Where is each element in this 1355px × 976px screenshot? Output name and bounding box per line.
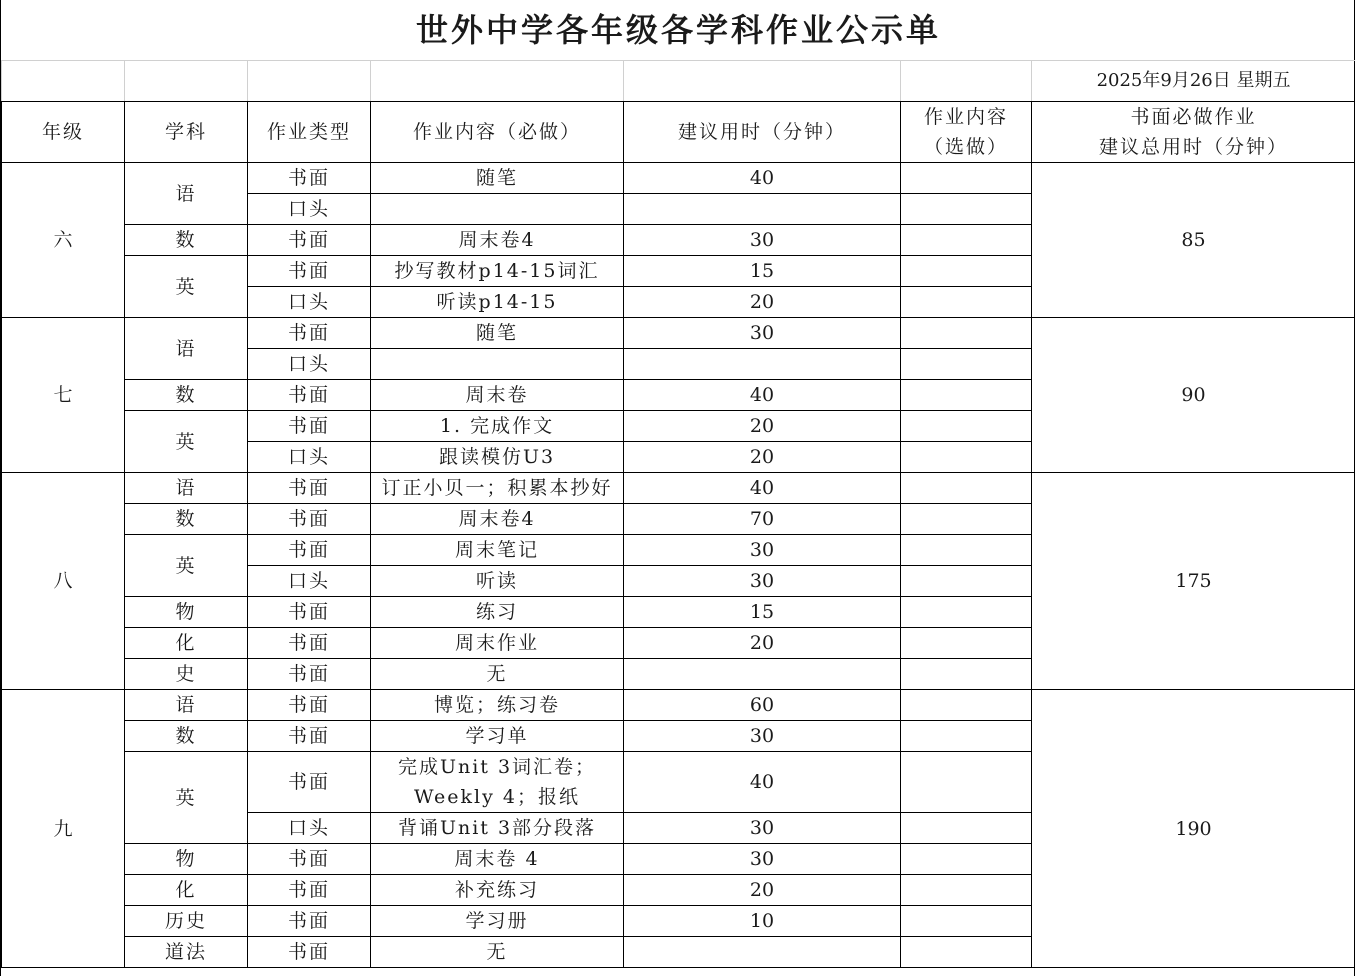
content-cell: 学习册 xyxy=(371,906,624,937)
time-cell: 20 xyxy=(624,875,901,906)
content-cell: 跟读模仿U3 xyxy=(371,442,624,473)
subject-cell: 英 xyxy=(125,256,248,318)
type-cell: 书面 xyxy=(248,256,371,287)
type-cell: 书面 xyxy=(248,906,371,937)
type-cell: 书面 xyxy=(248,721,371,752)
optional-cell xyxy=(901,844,1032,875)
type-cell: 书面 xyxy=(248,535,371,566)
optional-cell xyxy=(901,194,1032,225)
type-cell: 书面 xyxy=(248,875,371,906)
optional-cell xyxy=(901,752,1032,813)
optional-cell xyxy=(901,875,1032,906)
content-cell xyxy=(371,752,624,813)
optional-cell xyxy=(901,225,1032,256)
type-cell: 书面 xyxy=(248,473,371,504)
table-row xyxy=(2,318,1355,349)
subject-cell: 道法 xyxy=(125,937,248,968)
meta-blank-4 xyxy=(371,61,624,102)
subject-cell: 语 xyxy=(125,318,248,380)
subject-cell: 数 xyxy=(125,380,248,411)
time-cell: 40 xyxy=(624,473,901,504)
optional-cell xyxy=(901,937,1032,968)
time-cell: 70 xyxy=(624,504,901,535)
optional-cell xyxy=(901,318,1032,349)
subject-cell: 史 xyxy=(125,659,248,690)
content-cell: 听读 xyxy=(371,566,624,597)
subject-cell: 英 xyxy=(125,411,248,473)
grade-cell: 九 xyxy=(2,690,125,968)
subject-cell: 英 xyxy=(125,535,248,597)
content-cell: 周末笔记 xyxy=(371,535,624,566)
content-cell: 1. 完成作文 xyxy=(371,411,624,442)
total-time-cell: 175 xyxy=(1032,473,1355,690)
content-cell: 听读p14-15 xyxy=(371,287,624,318)
time-cell: 40 xyxy=(624,752,901,813)
time-cell: 15 xyxy=(624,256,901,287)
optional-cell xyxy=(901,813,1032,844)
sheet-title: 世外中学各年级各学科作业公示单 xyxy=(2,0,1355,61)
optional-cell xyxy=(901,349,1032,380)
optional-cell xyxy=(901,535,1032,566)
content-line: Weekly 4；报纸 xyxy=(414,786,580,808)
type-cell: 书面 xyxy=(248,225,371,256)
optional-cell xyxy=(901,473,1032,504)
header-total-line1: 书面必做作业 xyxy=(1130,106,1257,128)
optional-cell xyxy=(901,628,1032,659)
time-cell: 30 xyxy=(624,318,901,349)
table-row xyxy=(2,473,1355,504)
type-cell: 口头 xyxy=(248,287,371,318)
optional-cell xyxy=(901,411,1032,442)
time-cell: 30 xyxy=(624,721,901,752)
meta-blank-3 xyxy=(248,61,371,102)
optional-cell xyxy=(901,442,1032,473)
total-time-cell: 190 xyxy=(1032,690,1355,968)
time-cell: 15 xyxy=(624,597,901,628)
subject-cell: 数 xyxy=(125,721,248,752)
content-cell: 周末卷 4 xyxy=(371,844,624,875)
subject-cell: 英 xyxy=(125,752,248,844)
table-row xyxy=(2,163,1355,194)
type-cell: 书面 xyxy=(248,844,371,875)
type-cell: 书面 xyxy=(248,504,371,535)
optional-cell xyxy=(901,906,1032,937)
type-cell: 书面 xyxy=(248,163,371,194)
content-cell: 随笔 xyxy=(371,163,624,194)
content-cell: 学习单 xyxy=(371,721,624,752)
time-cell xyxy=(624,659,901,690)
meta-blank-2 xyxy=(125,61,248,102)
subject-cell: 语 xyxy=(125,690,248,721)
type-cell: 书面 xyxy=(248,411,371,442)
type-cell: 书面 xyxy=(248,597,371,628)
time-cell: 20 xyxy=(624,411,901,442)
time-cell: 60 xyxy=(624,690,901,721)
content-line: 完成Unit 3词汇卷； xyxy=(397,756,597,778)
time-cell: 20 xyxy=(624,628,901,659)
content-cell: 随笔 xyxy=(371,318,624,349)
meta-blank-6 xyxy=(901,61,1032,102)
header-total xyxy=(1032,102,1355,163)
header-subject: 学科 xyxy=(125,102,248,163)
subject-cell: 化 xyxy=(125,875,248,906)
subject-cell: 化 xyxy=(125,628,248,659)
header-optional-line2: （选做） xyxy=(923,136,1008,158)
optional-cell xyxy=(901,504,1032,535)
time-cell: 20 xyxy=(624,442,901,473)
time-cell xyxy=(624,349,901,380)
subject-cell: 物 xyxy=(125,597,248,628)
content-cell: 订正小贝一；积累本抄好 xyxy=(371,473,624,504)
subject-cell: 数 xyxy=(125,504,248,535)
type-cell: 口头 xyxy=(248,349,371,380)
homework-table xyxy=(1,0,1355,968)
header-content: 作业内容（必做） xyxy=(371,102,624,163)
content-cell: 无 xyxy=(371,937,624,968)
optional-cell xyxy=(901,256,1032,287)
total-time-cell: 90 xyxy=(1032,318,1355,473)
time-cell: 30 xyxy=(624,813,901,844)
optional-cell xyxy=(901,163,1032,194)
time-cell: 40 xyxy=(624,163,901,194)
optional-cell xyxy=(901,721,1032,752)
type-cell: 书面 xyxy=(248,380,371,411)
type-cell: 书面 xyxy=(248,659,371,690)
total-time-cell: 85 xyxy=(1032,163,1355,318)
time-cell xyxy=(624,937,901,968)
content-cell xyxy=(371,349,624,380)
header-type: 作业类型 xyxy=(248,102,371,163)
header-grade: 年级 xyxy=(2,102,125,163)
meta-blank-1 xyxy=(2,61,125,102)
time-cell: 10 xyxy=(624,906,901,937)
optional-cell xyxy=(901,597,1032,628)
time-cell: 20 xyxy=(624,287,901,318)
type-cell: 书面 xyxy=(248,318,371,349)
type-cell: 书面 xyxy=(248,628,371,659)
content-cell: 无 xyxy=(371,659,624,690)
time-cell xyxy=(624,194,901,225)
subject-cell: 物 xyxy=(125,844,248,875)
header-total-line2: 建议总用时（分钟） xyxy=(1099,136,1289,158)
content-cell: 抄写教材p14-15词汇 xyxy=(371,256,624,287)
optional-cell xyxy=(901,690,1032,721)
content-cell xyxy=(371,194,624,225)
type-cell: 口头 xyxy=(248,566,371,597)
content-cell: 博览；练习卷 xyxy=(371,690,624,721)
grade-cell: 六 xyxy=(2,163,125,318)
header-time: 建议用时（分钟） xyxy=(624,102,901,163)
time-cell: 30 xyxy=(624,844,901,875)
subject-cell: 语 xyxy=(125,163,248,225)
optional-cell xyxy=(901,566,1032,597)
meta-blank-5 xyxy=(624,61,901,102)
type-cell: 书面 xyxy=(248,690,371,721)
type-cell: 书面 xyxy=(248,752,371,813)
header-optional xyxy=(901,102,1032,163)
time-cell: 30 xyxy=(624,225,901,256)
type-cell: 口头 xyxy=(248,813,371,844)
content-cell: 练习 xyxy=(371,597,624,628)
optional-cell xyxy=(901,287,1032,318)
grade-cell: 八 xyxy=(2,473,125,690)
optional-cell xyxy=(901,659,1032,690)
subject-cell: 语 xyxy=(125,473,248,504)
content-cell: 补充练习 xyxy=(371,875,624,906)
content-cell: 周末卷 xyxy=(371,380,624,411)
grade-cell: 七 xyxy=(2,318,125,473)
subject-cell: 历史 xyxy=(125,906,248,937)
content-cell: 背诵Unit 3部分段落 xyxy=(371,813,624,844)
content-cell: 周末卷4 xyxy=(371,225,624,256)
content-cell: 周末卷4 xyxy=(371,504,624,535)
time-cell: 30 xyxy=(624,535,901,566)
content-cell: 周末作业 xyxy=(371,628,624,659)
optional-cell xyxy=(901,380,1032,411)
type-cell: 书面 xyxy=(248,937,371,968)
table-row xyxy=(2,690,1355,721)
subject-cell: 数 xyxy=(125,225,248,256)
time-cell: 40 xyxy=(624,380,901,411)
type-cell: 口头 xyxy=(248,442,371,473)
header-optional-line1: 作业内容 xyxy=(923,106,1008,128)
time-cell: 30 xyxy=(624,566,901,597)
type-cell: 口头 xyxy=(248,194,371,225)
date-label: 2025年9月26日 星期五 xyxy=(1032,61,1355,102)
